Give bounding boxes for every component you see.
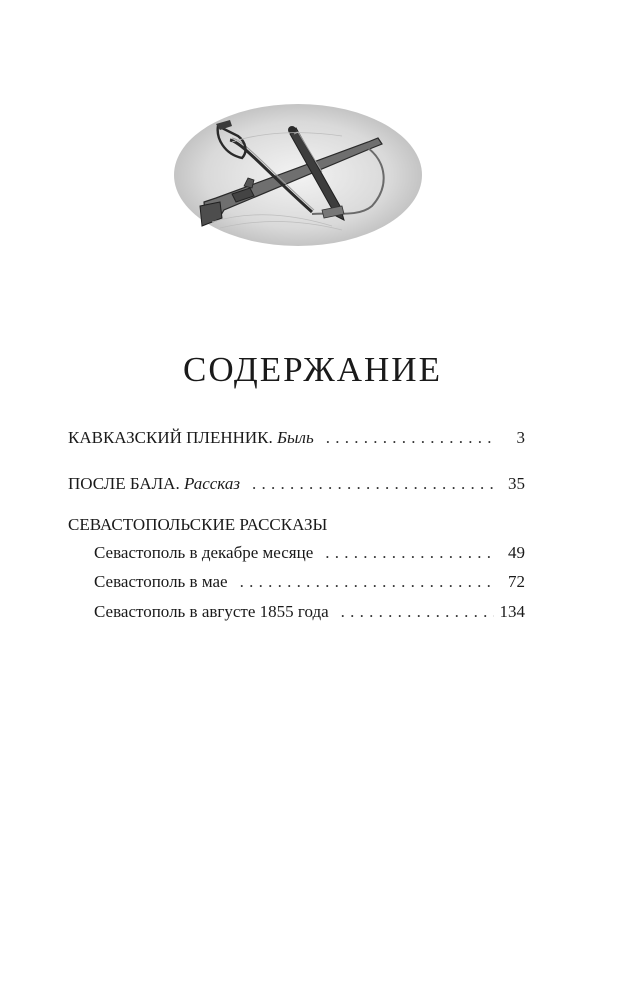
toc-entry-subtitle: Рассказ: [183, 474, 240, 493]
leader-dots: [326, 428, 497, 448]
toc-subentry-title: Севастополь в декабре месяце: [94, 543, 314, 562]
toc-entry-page: 3: [516, 428, 525, 447]
toc-section-heading: СЕВАСТОПОЛЬСКИЕ РАССКАЗЫ: [68, 515, 328, 534]
toc-subentry-title: Севастополь в мае: [94, 572, 228, 591]
leader-dots: [325, 543, 497, 563]
toc-subentry-page: 49: [508, 543, 525, 562]
toc-entry-subtitle: Быль: [277, 428, 314, 447]
leader-dots: [252, 474, 497, 494]
toc-subentry-page: 72: [508, 572, 525, 591]
sabre-dagger-rifle-vignette-icon: [172, 102, 424, 248]
leader-dots: [341, 602, 494, 622]
toc-subentry[interactable]: [94, 572, 525, 592]
toc-subentry-page: 134: [499, 602, 525, 621]
toc-entry-page: 35: [508, 474, 525, 493]
toc-entry-label: [68, 428, 314, 448]
weapons-vignette-illustration: [172, 102, 424, 248]
toc-entry-label: [68, 474, 240, 494]
toc-entry-title: КАВКАЗСКИЙ ПЛЕННИК.: [68, 428, 273, 447]
toc-subentry[interactable]: [94, 543, 525, 563]
toc-subentry-title: Севастополь в августе 1855 года: [94, 602, 329, 621]
toc-subentry[interactable]: [94, 602, 525, 622]
leader-dots: [240, 572, 497, 592]
toc-entry[interactable]: [68, 474, 525, 494]
toc-entry[interactable]: [68, 428, 525, 448]
toc-title: СОДЕРЖАНИЕ: [183, 350, 442, 389]
toc-entry-title: ПОСЛЕ БАЛА.: [68, 474, 180, 493]
